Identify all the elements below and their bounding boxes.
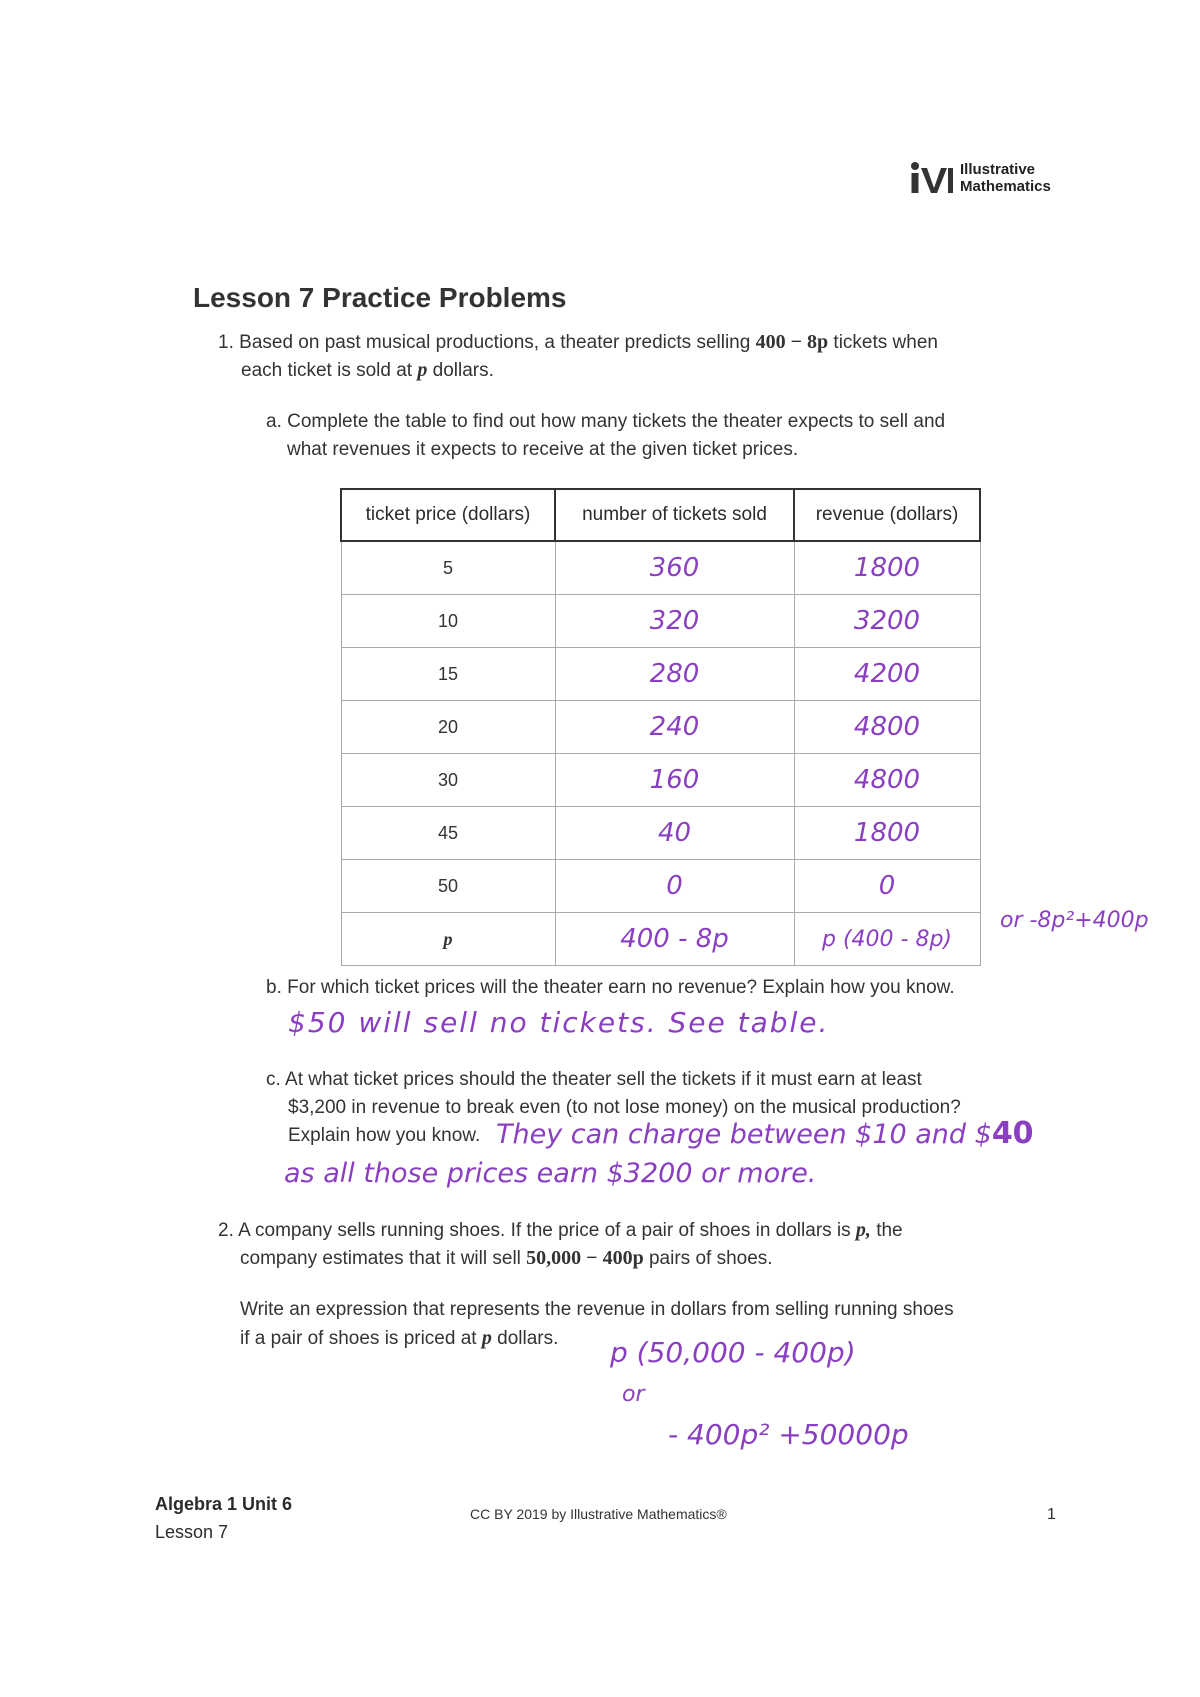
problem-2-prompt-line-1: Write an expression that represents the revenue in dollars from selling running shoes <box>240 1299 954 1320</box>
problem-2-prompt-text: if a pair of shoes is priced at <box>240 1328 477 1349</box>
table-row <box>341 541 980 595</box>
footer-page-number: 1 <box>1047 1506 1056 1523</box>
revenue-cell <box>794 860 980 913</box>
tickets-cell <box>555 860 794 913</box>
problem-1-text-after: tickets when <box>833 332 938 353</box>
table-row <box>341 913 980 966</box>
handwritten-revenue: 4200 <box>853 659 921 689</box>
footer-lesson: Lesson 7 <box>155 1522 229 1542</box>
revenue-cell <box>794 754 980 807</box>
problem-1-line-2 <box>241 356 494 385</box>
tickets-cell <box>555 807 794 860</box>
handwritten-alternate-expression: or -8p²+400p <box>1000 908 1149 933</box>
part-b-text: For which ticket prices will the theater earn no revenue? Explain how you know. <box>287 977 955 998</box>
part-c-answer-text: They can charge between $10 and $ <box>496 1119 992 1150</box>
table-header-row <box>341 489 980 541</box>
part-c-handwritten-answer-1 <box>496 1116 1034 1151</box>
handwritten-tickets: 160 <box>649 765 700 795</box>
header-revenue: revenue (dollars) <box>794 489 980 541</box>
table-row <box>341 701 980 754</box>
problem-2-prompt-after: dollars. <box>497 1328 559 1349</box>
brand-line-2: Mathematics <box>960 178 1051 195</box>
price-cell: 30 <box>341 754 555 807</box>
table-row <box>341 754 980 807</box>
footer-license: CC BY 2019 by Illustrative Mathematics® <box>470 1506 727 1522</box>
revenue-cell <box>794 648 980 701</box>
revenue-cell <box>794 701 980 754</box>
price-cell: 45 <box>341 807 555 860</box>
tickets-cell <box>555 913 794 966</box>
handwritten-revenue: 4800 <box>853 712 921 742</box>
problem-2-handwritten-answer-1: p (50,000 - 400p) <box>610 1336 856 1369</box>
part-c-line-2: $3,200 in revenue to break even (to not lose money) on the musical production? <box>288 1097 961 1118</box>
tickets-cell <box>555 701 794 754</box>
page-title: Lesson 7 Practice Problems <box>193 282 567 313</box>
handwritten-tickets: 360 <box>649 553 700 583</box>
part-b-question <box>266 974 955 1002</box>
part-c-line-1 <box>266 1066 922 1094</box>
tickets-cell <box>555 754 794 807</box>
problem-2-text-after: the <box>876 1220 903 1241</box>
problem-1-expression: 400 − 8p <box>755 331 829 353</box>
problem-2-text: A company sells running shoes. If the price of a pair of shoes in dollars is <box>238 1220 851 1241</box>
part-a-line-2: what revenues it expects to receive at the given ticket prices. <box>287 439 799 460</box>
illustrative-mathematics-logo <box>910 160 1051 196</box>
part-b-label: b. <box>266 977 282 998</box>
problem-2-variable: p, <box>855 1219 871 1241</box>
handwritten-tickets: 320 <box>649 606 700 636</box>
part-c-answer-emphasis: 40 <box>991 1116 1034 1151</box>
price-cell-variable: p <box>341 913 555 966</box>
part-c-label: c. <box>266 1069 281 1090</box>
handwritten-revenue-expression: p (400 - 8p) <box>821 926 952 952</box>
problem-2-number: 2. <box>218 1220 234 1241</box>
tickets-cell <box>555 541 794 595</box>
part-c-text: At what ticket prices should the theater sell the tickets if it must earn at least <box>285 1069 922 1090</box>
handwritten-tickets: 40 <box>657 818 692 848</box>
ticket-revenue-table <box>340 488 981 966</box>
part-b-handwritten-answer: $50 will sell no tickets. See table. <box>288 1006 830 1039</box>
handwritten-revenue: 1800 <box>853 818 921 848</box>
header-tickets-sold: number of tickets sold <box>555 489 794 541</box>
problem-2-prompt-line-2 <box>240 1324 558 1353</box>
problem-2-prompt-variable: p <box>481 1327 492 1349</box>
problem-2-handwritten-answer-2: - 400p² +50000p <box>668 1418 909 1451</box>
revenue-cell <box>794 913 980 966</box>
revenue-cell <box>794 541 980 595</box>
problem-1-line-2-text: each ticket is sold at <box>241 360 413 381</box>
price-cell: 5 <box>341 541 555 595</box>
problem-1-statement <box>218 328 1038 357</box>
handwritten-revenue: 4800 <box>853 765 921 795</box>
price-cell: 20 <box>341 701 555 754</box>
problem-1-number: 1. <box>218 332 234 353</box>
problem-2-line-2 <box>240 1244 773 1273</box>
handwritten-revenue: 3200 <box>853 606 921 636</box>
footer-course: Algebra 1 Unit 6 <box>155 1494 293 1514</box>
table-row <box>341 860 980 913</box>
brand-line-1: Illustrative <box>960 161 1036 178</box>
part-a-line-1 <box>266 408 945 436</box>
header-ticket-price: ticket price (dollars) <box>341 489 555 541</box>
problem-1-variable: p <box>417 359 428 381</box>
handwritten-tickets-expression: 400 - 8p <box>620 924 729 954</box>
part-c-handwritten-answer-2: as all those prices earn $3200 or more. <box>284 1158 817 1189</box>
problem-2-expression: 50,000 − 400p <box>526 1247 644 1269</box>
table-row <box>341 807 980 860</box>
handwritten-tickets: 280 <box>649 659 700 689</box>
table-row <box>341 648 980 701</box>
problem-2-line-2-text: company estimates that it will sell <box>240 1248 521 1269</box>
problem-2-line-1 <box>218 1216 903 1245</box>
price-cell: 15 <box>341 648 555 701</box>
part-a-label: a. <box>266 411 282 432</box>
price-cell: 10 <box>341 595 555 648</box>
revenue-cell <box>794 595 980 648</box>
handwritten-tickets: 0 <box>666 871 683 901</box>
tickets-cell <box>555 648 794 701</box>
price-cell: 50 <box>341 860 555 913</box>
table-row <box>341 595 980 648</box>
revenue-cell <box>794 807 980 860</box>
handwritten-tickets: 240 <box>649 712 700 742</box>
tickets-cell <box>555 595 794 648</box>
part-a-text: Complete the table to find out how many tickets the theater expects to sell and <box>287 411 946 432</box>
footer-course-info <box>155 1490 292 1546</box>
problem-1-text: Based on past musical productions, a theater predicts selling <box>239 332 751 353</box>
im-logo-icon <box>910 160 954 196</box>
problem-2-handwritten-or: or <box>622 1382 645 1407</box>
handwritten-revenue: 1800 <box>853 553 921 583</box>
problem-2-line-2-after: pairs of shoes. <box>648 1248 773 1269</box>
problem-1-line-2-after: dollars. <box>432 360 494 381</box>
handwritten-revenue: 0 <box>878 871 896 901</box>
part-c-line-3: Explain how you know. <box>288 1125 481 1146</box>
